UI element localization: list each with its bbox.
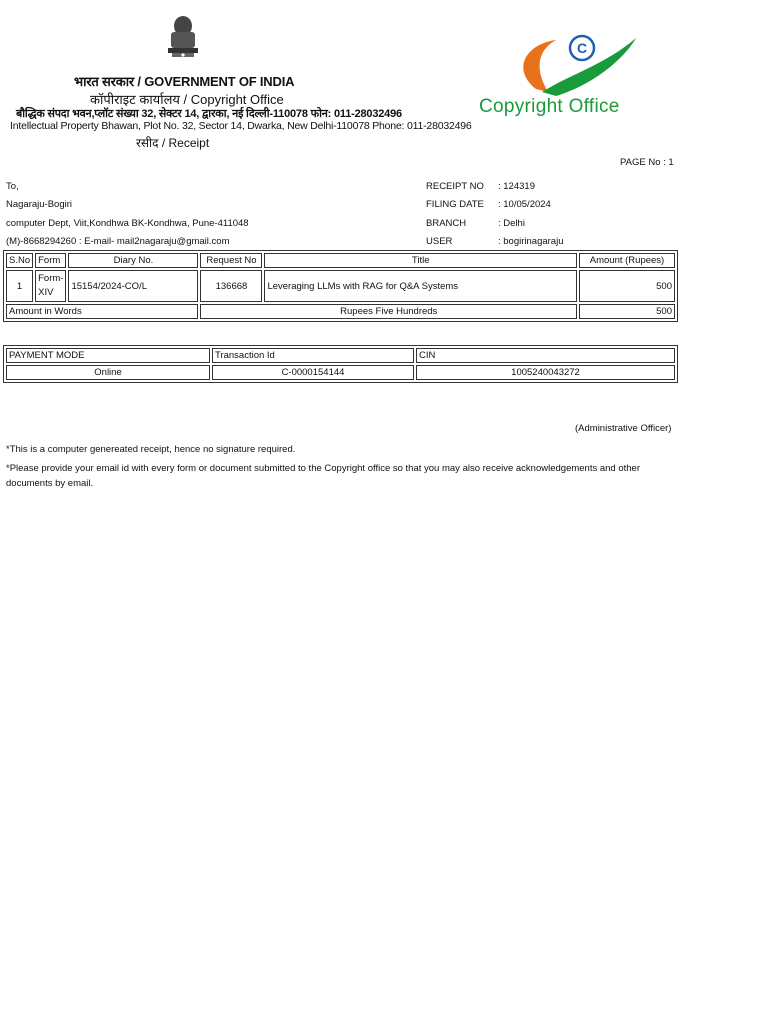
branch-label: BRANCH — [426, 217, 467, 229]
receipt-no-label: RECEIPT NO — [426, 181, 484, 192]
copyright-office-logo — [476, 34, 666, 120]
logo-text: Copyright Office — [479, 96, 620, 117]
recipient-contact: (M)-8668294260 : E-mail- mail2nagaraju@gmail.com — [6, 236, 230, 248]
transaction-id-value: C-0000154144 — [212, 365, 414, 380]
footnotes — [6, 442, 686, 495]
header-line-receipt: रसीद / Receipt — [136, 136, 210, 150]
header-line-govt: भारत सरकार / GOVERNMENT OF INDIA — [74, 74, 295, 89]
items-header-row — [6, 253, 675, 268]
header-line-address-hindi: बौद्धिक संपदा भवन,प्लॉट संख्या 32, सेक्टर 14, द्वारका, नई दिल्ली-110078 फोन: 011-28032496 — [16, 108, 402, 120]
filing-date-label: FILING DATE — [426, 199, 484, 211]
cell-title: Leveraging LLMs with RAG for Q&A Systems — [264, 270, 577, 302]
recipient-block — [6, 178, 249, 252]
header-line-office: कॉपीराइट कार्यालय / Copyright Office — [90, 92, 284, 107]
cell-amount: 500 — [579, 270, 675, 302]
col-title-header: Title — [264, 253, 577, 268]
col-diary-header: Diary No. — [68, 253, 198, 268]
amount-total: 500 — [579, 304, 675, 319]
payment-mode-value: Online — [6, 365, 210, 380]
logo-c-letter: C — [576, 40, 588, 56]
table-row — [6, 270, 675, 302]
col-amount-header: Amount (Rupees) — [579, 253, 675, 268]
user-value: : bogirinagaraju — [498, 236, 564, 248]
col-form-header: Form — [35, 253, 66, 268]
amount-words-label: Amount in Words — [6, 304, 198, 319]
amount-words-value: Rupees Five Hundreds — [200, 304, 577, 319]
payment-row — [6, 365, 675, 380]
receipt-meta — [426, 178, 564, 252]
transaction-id-header: Transaction Id — [212, 348, 414, 363]
recipient-address: computer Dept, Viit,Kondhwa BK-Kondhwa, Pune-411048 — [6, 217, 249, 229]
branch-value: : Delhi — [498, 217, 525, 229]
header-line-address-english: Intellectual Property Bhawan, Plot No. 32, Sector 14, Dwarka, New Delhi-110078 Phone: 011-28032496 — [10, 120, 472, 132]
copyright-swoosh-icon — [476, 34, 666, 96]
cin-value: 1005240043272 — [416, 365, 675, 380]
amount-words-row — [6, 304, 675, 319]
payment-mode-header: PAYMENT MODE — [6, 348, 210, 363]
col-request-header: Request No — [200, 253, 262, 268]
cell-diary: 15154/2024-CO/L — [68, 270, 198, 302]
national-emblem-icon — [163, 12, 203, 70]
col-sno-header: S.No — [6, 253, 33, 268]
to-label: To, — [6, 181, 19, 192]
recipient-name: Nagaraju-Bogiri — [6, 199, 73, 211]
filing-date-value: : 10/05/2024 — [498, 199, 551, 211]
letterhead — [0, 8, 480, 150]
cell-form: Form-XIV — [35, 270, 66, 302]
payment-header-row — [6, 348, 675, 363]
signature-label: (Administrative Officer) — [575, 423, 672, 434]
note-computer-generated: *This is a computer genereated receipt, hence no signature required. — [6, 444, 296, 455]
cell-request: 136668 — [200, 270, 262, 302]
cin-header: CIN — [416, 348, 675, 363]
page-number: PAGE No : 1 — [620, 157, 674, 168]
receipt-no-value: : 124319 — [498, 181, 535, 192]
user-label: USER — [426, 236, 453, 248]
cell-sno: 1 — [6, 270, 33, 302]
payment-table — [3, 345, 678, 383]
items-table — [3, 250, 678, 322]
note-email: *Please provide your email id with every form or document submitted to the Copyright office so that you may also receive acknowledgements and other documents by email. — [6, 462, 641, 489]
